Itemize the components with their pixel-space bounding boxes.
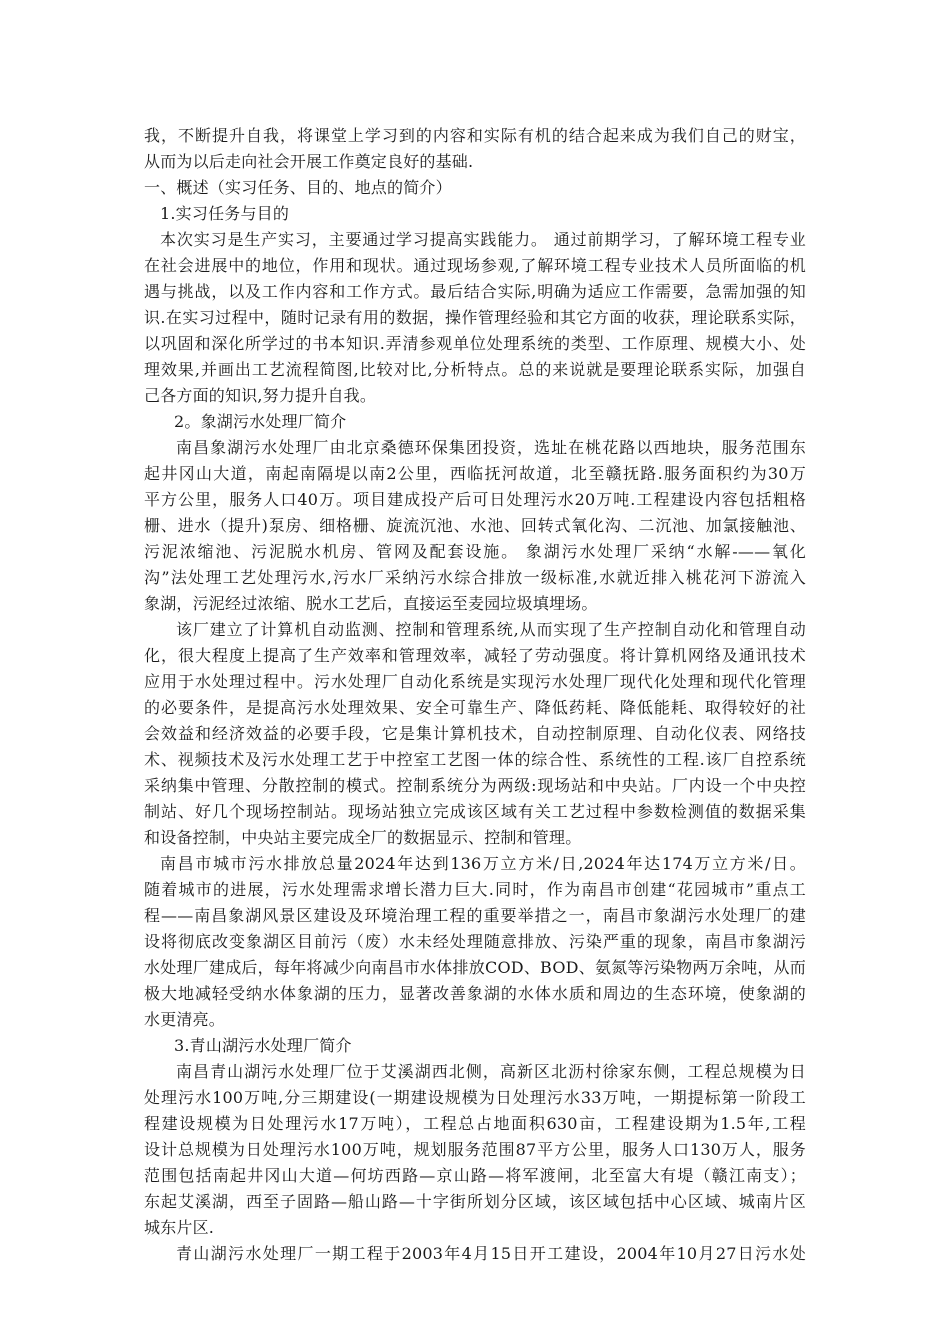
text-line: 东起艾溪湖，西至子固路—船山路—十字街所划分区域，该区域包括中心区域、城南片区 — [144, 1192, 806, 1211]
text-line: 象湖，污泥经过浓缩、脱水工艺后，直接运至麦园垃圾填埋场。 — [144, 594, 598, 613]
text-line: 遇与挑战，以及工作内容和工作方式。最后结合实际,明确为适应工作需要，急需加强的知 — [144, 282, 806, 301]
text-line: 起井冈山大道，南起南隔堤以南2公里，西临抚河故道，北至赣抚路.服务面积约为30万 — [144, 464, 806, 483]
text-line: 制站、好几个现场控制站。现场站独立完成该区域有关工艺过程中参数检测值的数据采集 — [144, 802, 806, 821]
text-line: 一、概述（实习任务、目的、地点的简介） — [144, 178, 452, 197]
text-line: 以巩固和深化所学过的书本知识.弄清参观单位处理系统的类型、工作原理、规模大小、处 — [144, 334, 806, 353]
text-line: 识.在实习过程中，随时记录有用的数据，操作管理经验和其它方面的收获，理论联系实际， — [144, 308, 806, 327]
text-line: 随着城市的进展，污水处理需求增长潜力巨大.同时，作为南昌市创建“花园城市”重点工 — [144, 880, 806, 899]
text-line: 理效果,并画出工艺流程简图,比较对比,分析特点。总的来说就是要理论联系实际，加强自 — [144, 360, 806, 379]
text-line: 和设备控制，中央站主要完成全厂的数据显示、控制和管理。 — [144, 828, 582, 847]
text-line: 会效益和经济效益的必要手段，它是集计算机技术，自动控制原理、自动化仪表、网络技 — [144, 724, 806, 743]
text-line: 1.实习任务与目的 — [160, 204, 290, 223]
text-line: 化，很大程度上提高了生产效率和管理效率，减轻了劳动强度。将计算机网络及通讯技术 — [144, 646, 806, 665]
text-line: 南昌市城市污水排放总量2024年达到136万立方米/日,2024年达174万立方米/日。 — [160, 854, 806, 873]
text-line: 从而为以后走向社会开展工作奠定良好的基础. — [144, 152, 474, 171]
text-line: 程——南昌象湖风景区建设及环境治理工程的重要举措之一，南昌市象湖污水处理厂的建 — [144, 906, 806, 925]
text-line: 栅、进水（提升)泵房、细格栅、旋流沉池、水池、回转式氧化沟、二沉池、加氯接触池、 — [144, 516, 806, 535]
text-line: 在社会进展中的地位，作用和现状。通过现场参观,了解环境工程专业技术人员所面临的机 — [144, 256, 806, 275]
text-line: 己各方面的知识,努力提升自我。 — [144, 386, 377, 405]
text-line: 污泥浓缩池、污泥脱水机房、管网及配套设施。 象湖污水处理厂采纳“水解-——氧化 — [144, 542, 806, 561]
text-line: 平方公里，服务人口40万。项目建成投产后可日处理污水20万吨.工程建设内容包括粗格 — [144, 490, 806, 509]
text-line: 南昌青山湖污水处理厂位于艾溪湖西北侧，高新区北沥村徐家东侧，工程总规模为日 — [176, 1062, 806, 1081]
text-line: 采纳集中管理、分散控制的模式。控制系统分为两级:现场站和中央站。厂内设一个中央控 — [144, 776, 806, 795]
text-line: 处理污水100万吨,分三期建设(一期建设规模为日处理污水33万吨，一期提标第一阶段工 — [144, 1088, 806, 1107]
text-line: 青山湖污水处理厂一期工程于2003年4月15日开工建设，2004年10月27日污水处 — [176, 1244, 806, 1263]
text-line: 程建设规模为日处理污水17万吨），工程总占地面积630亩，工程建设期为1.5年,工程 — [144, 1114, 806, 1133]
text-line: 城东片区. — [144, 1218, 215, 1237]
document-page — [144, 123, 806, 1267]
text-line: 极大地减轻受纳水体象湖的压力，显著改善象湖的水体水质和周边的生态环境，使象湖的 — [144, 984, 806, 1003]
text-line: 设将彻底改变象湖区目前污（废）水未经处理随意排放、污染严重的现象，南昌市象湖污 — [144, 932, 806, 951]
text-line: 水更清亮。 — [144, 1010, 226, 1029]
text-line: 应用于水处理过程中。污水处理厂自动化系统是实现污水处理厂现代化处理和现代化管理 — [144, 672, 806, 691]
text-line: 3.青山湖污水处理厂简介 — [174, 1036, 352, 1055]
text-line: 本次实习是生产实习，主要通过学习提高实践能力。 通过前期学习，了解环境工程专业 — [160, 230, 806, 249]
text-line: 术、视频技术及污水处理工艺于中控室工艺图一体的综合性、系统性的工程.该厂自控系统 — [144, 750, 806, 769]
text-line: 沟”法处理工艺处理污水,污水厂采纳污水综合排放一级标准,水就近排入桃花河下游流入 — [144, 568, 806, 587]
text-line: 水处理厂建成后，每年将减少向南昌市水体排放COD、BOD、氨氮等污染物两万余吨，从而 — [144, 958, 806, 977]
text-line: 的必要条件，是提高污水处理效果、安全可靠生产、降低药耗、降低能耗、取得较好的社 — [144, 698, 806, 717]
text-line: 设计总规模为日处理污水100万吨，规划服务范围87平方公里，服务人口130万人，服务 — [144, 1140, 806, 1159]
text-line: 南昌象湖污水处理厂由北京桑德环保集团投资，选址在桃花路以西地块，服务范围东 — [176, 438, 806, 457]
text-line: 该厂建立了计算机自动监测、控制和管理系统,从而实现了生产控制自动化和管理自动 — [176, 620, 806, 639]
text-line: 我，不断提升自我，将课堂上学习到的内容和实际有机的结合起来成为我们自己的财宝， — [144, 126, 806, 145]
text-line: 范围包括南起井冈山大道—何坊西路—京山路—将军渡闸，北至富大有堤（赣江南支）； — [144, 1166, 806, 1185]
text-line: 2。象湖污水处理厂简介 — [174, 412, 347, 431]
